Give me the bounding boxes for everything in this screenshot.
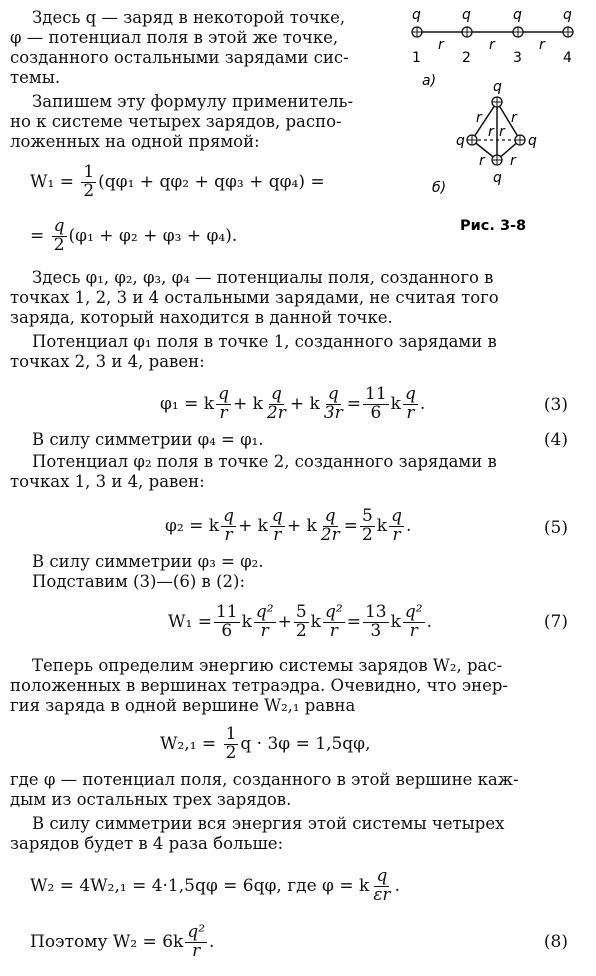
fig-a-p4: 4	[563, 50, 572, 66]
fig-a-q3: q	[513, 7, 522, 23]
figure-b-tetrahedron	[467, 97, 525, 165]
fig-label-a: а)	[422, 73, 437, 89]
fig-b-r4: r	[479, 153, 485, 169]
eq-w21-den: 2	[225, 742, 237, 763]
fig-a-p1: 1	[412, 50, 421, 66]
eq3-lhs: φ₁ = k	[160, 394, 215, 414]
eq3-f5-num: q	[404, 383, 416, 404]
eq3-op4: k	[390, 394, 401, 414]
eq-w1b-lhs: =	[30, 226, 45, 247]
line-6: В силу симметрии φ₃ = φ₂.	[32, 552, 264, 571]
eq7-end: .	[426, 612, 432, 632]
fig-a-r2: r	[489, 37, 495, 53]
eq5-f3-den: 2r	[320, 524, 340, 545]
fig-b-q-top: q	[493, 79, 502, 95]
eq7-op3: k	[310, 612, 321, 632]
eq-w2-end: .	[394, 876, 400, 896]
eq3-f2-den: 2r	[266, 402, 286, 423]
eq8-den: r	[192, 940, 201, 961]
fig-b-r6: r	[488, 124, 494, 140]
equation-w1-cont	[30, 218, 237, 255]
equation-3	[160, 380, 425, 428]
fig-a-r1: r	[438, 37, 444, 53]
fig-b-q-left: q	[456, 133, 465, 149]
fig-a-p3: 3	[513, 50, 522, 66]
eq-w1b-num: q	[53, 216, 65, 236]
equation-7	[168, 596, 432, 648]
eq3-f3-den: 3r	[323, 402, 343, 423]
eq-w2-lhs: W₂ = 4W₂,₁ = 4·1,5qφ = 6qφ, где φ = k	[30, 876, 370, 896]
intro-line-4: темы.	[10, 68, 61, 87]
para3-line-3: заряда, который находится в данной точке.	[10, 308, 393, 327]
eq7-f6-num: q²	[404, 601, 423, 622]
fig-b-r3: r	[499, 124, 505, 140]
eq8-lhs: Поэтому W₂ = 6k	[30, 932, 184, 952]
eq3-f2-num: q	[270, 383, 282, 404]
eq3-f5-den: r	[406, 402, 415, 423]
eq7-f4-num: q²	[324, 601, 343, 622]
para8-line-1: Теперь определим энергию системы зарядов W₂, рас-	[32, 656, 503, 675]
eq3-f1-num: q	[218, 383, 229, 404]
eq7-op4: =	[346, 612, 361, 632]
eq7-f5-den: 3	[370, 620, 382, 641]
fig-a-q1: q	[412, 7, 421, 23]
para5-line-2: точках 1, 3 и 4, равен:	[10, 472, 205, 491]
eq-w1b-rhs: (φ₁ + φ₂ + φ₃ + φ₄).	[68, 226, 238, 247]
eq5-op4: k	[376, 516, 388, 536]
eq-w1-num: 1	[83, 162, 95, 182]
eq5-op1: + k	[237, 516, 268, 536]
line-4: В силу симметрии φ₄ = φ₁.	[32, 430, 264, 449]
eq7-f4-den: r	[329, 620, 338, 641]
eq3-f1-den: r	[219, 402, 228, 423]
eq7-f1-num: 11	[215, 601, 238, 622]
equation-5	[165, 502, 411, 550]
eq8-end: .	[209, 932, 215, 952]
eq7-f2-num: q²	[255, 601, 274, 622]
eq5-op3: =	[343, 516, 358, 536]
para8-line-3: гия заряда в одной вершине W₂,₁ равна	[10, 696, 356, 715]
eq5-f1-den: r	[224, 524, 233, 545]
line-7: Подставим (3)—(6) в (2):	[32, 572, 246, 591]
equation-w21	[160, 720, 370, 768]
fig-a-q4: q	[563, 7, 572, 23]
para2-line-3: ложенных на одной прямой:	[10, 132, 260, 151]
eq5-f4-den: 2	[361, 524, 373, 545]
eq-w2-den: εr	[373, 884, 391, 905]
para3-line-2: точках 1, 2, 3 и 4 остальными зарядами, не считая того	[10, 288, 499, 307]
fig-b-q-bottom: q	[493, 170, 502, 186]
intro-line-3: созданного остальными зарядами сис-	[10, 48, 349, 67]
fig-label-b: б)	[432, 180, 447, 196]
eq-w21-rhs: q · 3φ = 1,5qφ,	[240, 734, 371, 754]
eq3-f3-num: q	[327, 383, 339, 404]
eq-w21-num: 1	[225, 723, 237, 744]
eq-w1-lhs: W₁ =	[30, 172, 74, 193]
eq7-f1-den: 6	[221, 620, 233, 641]
eq5-f3-num: q	[324, 505, 336, 526]
eq5-f2-den: r	[273, 524, 282, 545]
fig-b-r5: r	[510, 153, 516, 169]
fig-b-q-right: q	[528, 133, 537, 149]
fig-a-r3: r	[539, 37, 545, 53]
eq8-number: (8)	[543, 932, 568, 952]
eq7-number: (7)	[543, 612, 568, 632]
fig-a-p2: 2	[462, 50, 471, 66]
eq5-f4-num: 5	[361, 505, 373, 526]
figure-3-8	[400, 0, 590, 240]
para2-line-1: Запишем эту формулу применитель-	[32, 92, 354, 111]
para2-line-2: но к системе четырех зарядов, распо-	[10, 112, 342, 131]
eq8-num: q²	[187, 921, 206, 942]
equation-8	[30, 918, 214, 966]
figure-caption: Рис. 3-8	[460, 218, 527, 234]
para9-line-1: где φ — потенциал поля, созданного в этой вершине каж-	[10, 770, 519, 789]
fig-a-q2: q	[462, 7, 471, 23]
eq7-f3-den: 2	[295, 620, 307, 641]
eq5-number: (5)	[543, 518, 568, 538]
para10-line-2: зарядов будет в 4 раза больше:	[10, 834, 284, 853]
intro-line-2: φ — потенциал поля в этой же точке,	[10, 28, 339, 47]
eq7-f5-num: 13	[364, 601, 387, 622]
fig-b-r1: r	[476, 110, 482, 126]
para3-line-1: Здесь φ₁, φ₂, φ₃, φ₄ — потенциалы поля, созданного в	[32, 268, 494, 287]
eq3-op2: + k	[289, 394, 320, 414]
eq3-end: .	[419, 394, 426, 414]
para4-line-1: Потенциал φ₁ поля в точке 1, созданного зарядами в	[32, 332, 497, 351]
eq7-f3-num: 5	[295, 601, 307, 622]
fig-b-r2: r	[511, 110, 517, 126]
eq5-op2: + k	[286, 516, 317, 536]
eq-w1-den: 2	[83, 180, 95, 201]
eq7-op2: +	[277, 612, 292, 632]
eq5-f5-den: r	[392, 524, 401, 545]
eq7-lhs: W₁ =	[168, 612, 212, 632]
eq5-f1-num: q	[223, 505, 234, 526]
eq5-end: .	[406, 516, 412, 536]
eq-w21-lhs: W₂,₁ =	[160, 734, 217, 754]
eq3-f4-num: 11	[365, 383, 387, 404]
eq-w2-num: q	[376, 865, 388, 886]
eq7-f6-den: r	[409, 620, 418, 641]
para4-line-2: точках 2, 3 и 4, равен:	[10, 352, 205, 371]
para8-line-2: положенных в вершинах тетраэдра. Очевидно, что энер-	[10, 676, 508, 695]
intro-line-1: Здесь q — заряд в некоторой точке,	[32, 8, 346, 27]
eq3-f4-den: 6	[370, 402, 382, 423]
eq3-op1: + k	[232, 394, 263, 414]
para5-line-1: Потенциал φ₂ поля в точке 2, созданного зарядами в	[32, 452, 497, 471]
eq3-number: (3)	[543, 395, 568, 415]
para9-line-2: дым из остальных трех зарядов.	[10, 790, 292, 809]
eq-w1-rhs: (qφ₁ + qφ₂ + qφ₃ + qφ₄) =	[98, 172, 325, 193]
eq7-f2-den: r	[260, 620, 269, 641]
para10-line-1: В силу симметрии вся энергия этой системы четырех	[32, 814, 505, 833]
equation-w1	[30, 164, 325, 201]
eq5-f5-num: q	[391, 505, 402, 526]
eq7-op1: k	[241, 612, 252, 632]
eq-w1b-fraction	[52, 218, 67, 255]
eq7-op5: k	[390, 612, 401, 632]
eq5-lhs: φ₂ = k	[165, 516, 220, 536]
eq-w1-fraction	[81, 164, 96, 201]
equation-w2	[30, 862, 400, 910]
eq-w1b-den: 2	[53, 234, 65, 255]
eq4-number: (4)	[543, 430, 568, 450]
eq3-op3: =	[346, 394, 362, 414]
eq5-f2-num: q	[271, 505, 283, 526]
